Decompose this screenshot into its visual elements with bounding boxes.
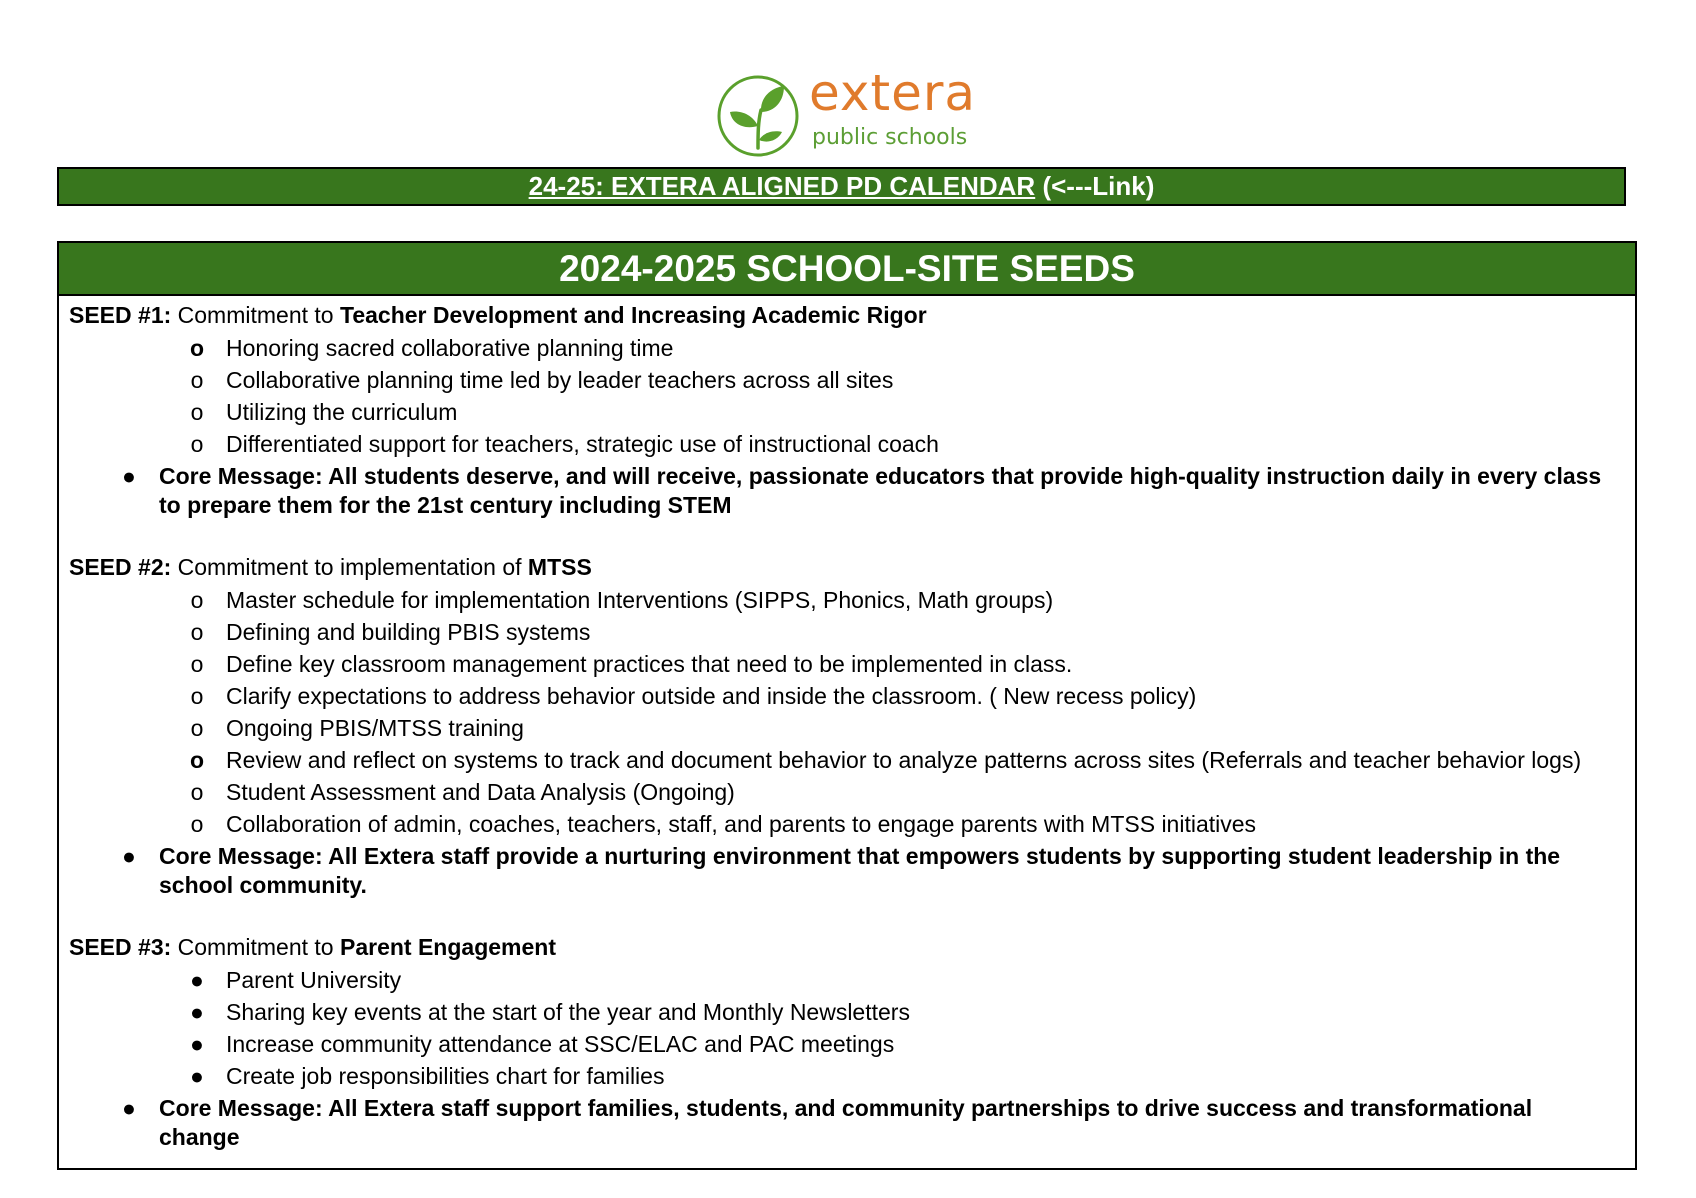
list-item <box>69 964 1635 996</box>
link-suffix-text: (<---Link) <box>1042 171 1155 201</box>
bullet-icon: ● <box>190 967 204 993</box>
seed-focus: Parent Engagement <box>339 934 556 960</box>
seed-label: SEED #3: <box>69 934 172 960</box>
core-message-text: Core Message: All students deserve, and will receive, passionate educators that provide high-quality instruction daily in every class to prepare them for the 21st century including STEM <box>159 463 1602 518</box>
seed-title <box>69 552 1635 583</box>
school-site-seeds-table <box>57 241 1637 1170</box>
bullet-icon: o <box>190 779 204 805</box>
list-item <box>69 680 1635 712</box>
list-item <box>69 1060 1635 1092</box>
bullet-icon: o <box>190 431 204 457</box>
bullet-icon: ● <box>122 463 136 489</box>
bullet-icon: o <box>189 335 205 361</box>
bullet-icon: ● <box>190 1031 204 1057</box>
seed-action-list <box>69 964 1635 1092</box>
seed-2 <box>69 552 1635 900</box>
bullet-icon: o <box>189 747 205 773</box>
list-item-text: Utilizing the curriculum <box>226 399 458 425</box>
list-item <box>69 616 1635 648</box>
seed-3 <box>69 932 1635 1152</box>
bullet-icon: o <box>190 715 204 741</box>
bullet-icon: o <box>190 651 204 677</box>
seeds-content <box>59 296 1635 1152</box>
list-item-text: Master schedule for implementation Interventions (SIPPS, Phonics, Math groups) <box>226 587 1054 613</box>
list-item <box>69 428 1635 460</box>
list-item <box>69 584 1635 616</box>
sprout-icon <box>716 74 800 158</box>
list-item-text: Collaborative planning time led by leader teachers across all sites <box>226 367 894 393</box>
seed-title <box>69 932 1635 963</box>
list-item <box>69 808 1635 840</box>
seed-label: SEED #2: <box>69 554 172 580</box>
list-item <box>69 776 1635 808</box>
list-item <box>69 332 1635 364</box>
core-message <box>69 1094 1635 1152</box>
list-item-text: Defining and building PBIS systems <box>226 619 591 645</box>
seed-action-list <box>69 332 1635 460</box>
core-message <box>69 842 1635 900</box>
list-item <box>69 712 1635 744</box>
bullet-icon: ● <box>122 843 136 869</box>
logo-name: extera <box>809 64 977 122</box>
list-item-text: Ongoing PBIS/MTSS training <box>226 715 524 741</box>
bullet-icon: o <box>190 683 204 709</box>
list-item <box>69 396 1635 428</box>
list-item-text: Define key classroom management practices that need to be implemented in class. <box>226 651 1073 677</box>
logo-subtitle: public schools <box>812 125 968 150</box>
list-item-text: Honoring sacred collaborative planning time <box>226 335 674 361</box>
seed-title <box>69 300 1635 331</box>
link-suffix <box>1035 171 1154 202</box>
bullet-icon: ● <box>190 999 204 1025</box>
seed-label: SEED #1: <box>69 302 172 328</box>
list-item-text: Increase community attendance at SSC/ELAC and PAC meetings <box>226 1031 895 1057</box>
seed-intro: Commitment to implementation of <box>177 554 522 580</box>
list-item-text: Parent University <box>226 967 402 993</box>
bullet-icon: o <box>190 367 204 393</box>
pd-calendar-banner <box>57 167 1626 206</box>
list-item <box>69 744 1635 776</box>
list-item-text: Review and reflect on systems to track and document behavior to analyze patterns across sites (Referrals and teacher behavior logs) <box>226 747 1582 773</box>
seeds-header: 2024-2025 SCHOOL-SITE SEEDS <box>59 243 1635 296</box>
list-item <box>69 996 1635 1028</box>
bullet-icon: o <box>190 619 204 645</box>
seed-focus: MTSS <box>527 554 592 580</box>
list-item <box>69 648 1635 680</box>
core-message <box>69 462 1635 520</box>
bullet-icon: o <box>190 811 204 837</box>
bullet-icon: ● <box>122 1095 136 1121</box>
bullet-icon: ● <box>190 1063 204 1089</box>
seed-focus: Teacher Development and Increasing Academic Rigor <box>339 302 927 328</box>
list-item-text: Student Assessment and Data Analysis (Ongoing) <box>226 779 735 805</box>
seed-intro: Commitment to <box>177 302 334 328</box>
list-item-text: Clarify expectations to address behavior outside and inside the classroom. ( New recess policy) <box>226 683 1197 709</box>
list-item-text: Differentiated support for teachers, strategic use of instructional coach <box>226 431 939 457</box>
list-item-text: Sharing key events at the start of the year and Monthly Newsletters <box>226 999 910 1025</box>
school-logo <box>716 64 1006 160</box>
seed-intro: Commitment to <box>177 934 334 960</box>
list-item <box>69 1028 1635 1060</box>
seed-1 <box>69 300 1635 520</box>
pd-calendar-link[interactable]: 24-25: EXTERA ALIGNED PD CALENDAR <box>528 171 1036 201</box>
list-item-text: Create job responsibilities chart for families <box>226 1063 665 1089</box>
list-item <box>69 364 1635 396</box>
core-message-text: Core Message: All Extera staff support families, students, and community partnerships to drive success and transformational change <box>159 1095 1533 1150</box>
seed-action-list <box>69 584 1635 840</box>
bullet-icon: o <box>190 587 204 613</box>
core-message-text: Core Message: All Extera staff provide a nurturing environment that empowers students by supporting student leadership in the school community. <box>159 843 1561 898</box>
bullet-icon: o <box>190 399 204 425</box>
list-item-text: Collaboration of admin, coaches, teachers, staff, and parents to engage parents with MTSS initiatives <box>226 811 1257 837</box>
